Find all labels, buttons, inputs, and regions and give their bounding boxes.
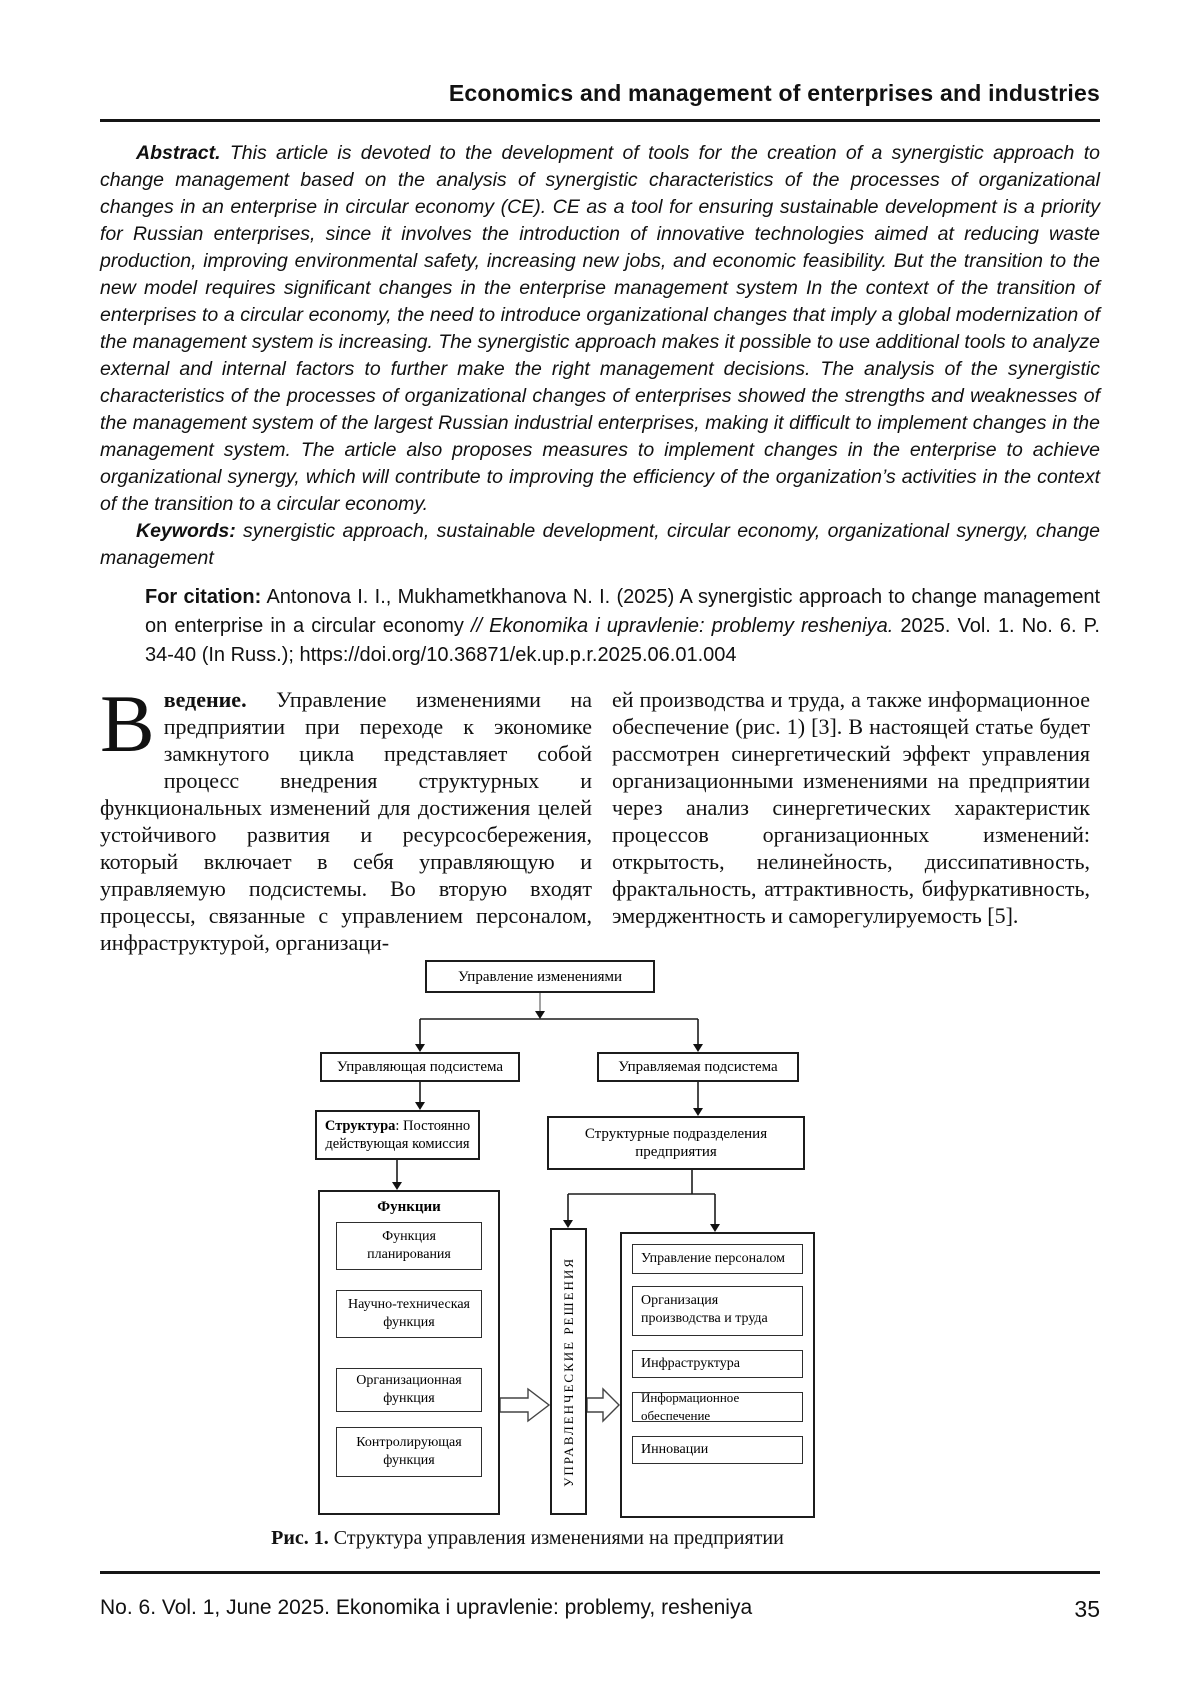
abstract-paragraph xyxy=(100,140,1100,518)
page-number: 35 xyxy=(1074,1596,1100,1622)
footer xyxy=(100,1596,1100,1623)
fig-box-planning-function: Функция планирования xyxy=(336,1222,482,1270)
fig-box-infrastructure: Инфраструктура xyxy=(632,1350,803,1378)
fig-management-decisions-text: УПРАВЛЕНЧЕСКИЕ РЕШЕНИЯ xyxy=(560,1256,576,1487)
fig-box-hr-management: Управление персоналом xyxy=(632,1244,803,1274)
abstract-label: Abstract. xyxy=(136,142,221,164)
fig-box-organizational-function: Организационная функция xyxy=(336,1368,482,1412)
abstract-section xyxy=(100,140,1100,572)
left-column-text: Управление изменениями на предприятии при переходе к экономике замкнутого цикла представляет собой процесс внедрения структурных и функциональных изменений для достижения целей устойчивого развития и ресурсосбережения, который включает в себя управляющую и управляемую подсистемы. Во вторую входят процессы, связанные с управлением персоналом, инфраструктурой, организаци- xyxy=(100,687,592,955)
fig-structure-rest: : Постоянно действующая комиссия xyxy=(325,1118,471,1152)
keywords-label: Keywords: xyxy=(136,520,236,542)
figure-caption-label: Рис. 1. xyxy=(271,1527,329,1549)
left-column xyxy=(100,678,592,956)
introduction-label: ведение. xyxy=(163,687,247,712)
fig-box-change-management: Управление изменениями xyxy=(425,960,655,993)
right-column xyxy=(612,686,1090,929)
fig-box-management-decisions xyxy=(550,1228,587,1515)
fig-box-production-organization: Организация производства и труда xyxy=(632,1286,803,1336)
right-column-text: ей производства и труда, а также информационное обеспечение (рис. 1) [3]. В настоящей статье будет рассмотрен синергетический эффект управления организационными изменениями на предприятии через анализ синергетических характеристик процессов организационных изменений: открытость, нелинейность, диссипативность, фрактальность, аттрактивность, бифуркативность, эмерджентность и саморегулируемость [5]. xyxy=(612,687,1090,928)
abstract-text: This article is devoted to the development of tools for the creation of a synergistic approach to change management based on the analysis of synergistic characteristics of the processes of organizational changes in an enterprise in circular economy (CE). CE as a tool for ensuring sustainable development is a priority for Russian enterprises, since it involves the introduction of innovative technologies aimed at reducing waste production, improving environmental safety, increasing new jobs, and economic feasibility. But the transition to the new model requires significant changes in the enterprise management system In the context of the transition of enterprises to a circular economy, the need to introduce organizational changes that imply a global modernization of the management system is increasing. The synergistic approach makes it possible to use additional tools to analyze external and internal factors to further make the right management decisions. The analysis of the synergistic characteristics of the processes of organizational changes of enterprises showed the strengths and weaknesses of the management system of the largest Russian industrial enterprises, making it difficult to implement changes in the management system. The article also proposes measures to implement changes in the enterprise to achieve organizational synergy, which will contribute to improving the efficiency of the organization’s activities in the context of the transition to a circular economy. xyxy=(100,142,1100,515)
running-head-title: Economics and management of enterprises and industries xyxy=(448,80,1100,106)
block-arrow-decisions-to-divisions xyxy=(587,1389,619,1421)
fig-box-structural-divisions: Структурные подразделения предприятия xyxy=(547,1116,805,1170)
header-rule xyxy=(100,119,1100,122)
figure-1-diagram xyxy=(298,950,818,1524)
figure-caption xyxy=(100,1527,955,1550)
fig-box-scientific-technical-function: Научно-техническая функция xyxy=(336,1290,482,1338)
fig-box-information-support: Информационное обеспечение xyxy=(632,1392,803,1422)
block-arrow-functions-to-decisions xyxy=(500,1389,549,1421)
footer-journal-info: No. 6. Vol. 1, June 2025. Ekonomika i upravlenie: problemy, resheniya xyxy=(100,1596,753,1619)
journal-name: // Ekonomika i upravlenie: problemy resheniya. xyxy=(470,615,894,637)
fig-box-innovation: Инновации xyxy=(632,1436,803,1464)
fig-box-managing-subsystem: Управляющая подсистема xyxy=(320,1052,520,1082)
citation-volume-doi: 2025. Vol. 1. No. 6. P. 34-40 (In Russ.); https://doi.org/10.36871/ek.up.p.r.2025.06.01.004 xyxy=(145,615,1100,666)
fig-box-controlling-function: Контролирующая функция xyxy=(336,1427,482,1477)
footer-rule xyxy=(100,1571,1100,1574)
fig-box-managed-subsystem: Управляемая подсистема xyxy=(597,1052,799,1082)
figure-caption-text: Структура управления изменениями на предприятии xyxy=(328,1527,784,1549)
fig-structure-label: Структура xyxy=(324,1118,396,1134)
keywords-paragraph xyxy=(100,518,1100,572)
fig-functions-title: Функции xyxy=(377,1199,441,1215)
keywords-text: synergistic approach, sustainable development, circular economy, organizational synergy, change management xyxy=(100,520,1100,569)
fig-box-structure-commission xyxy=(315,1110,480,1160)
citation-label: For citation: xyxy=(145,586,262,608)
fig-structure-text xyxy=(321,1117,474,1153)
citation-authors-title: Antonova I. I., Mukhametkhanova N. I. (2025) A synergistic approach to change management on enterprise in a circular economy xyxy=(145,586,1101,637)
drop-cap: В xyxy=(100,678,155,769)
citation-block xyxy=(145,583,1100,670)
